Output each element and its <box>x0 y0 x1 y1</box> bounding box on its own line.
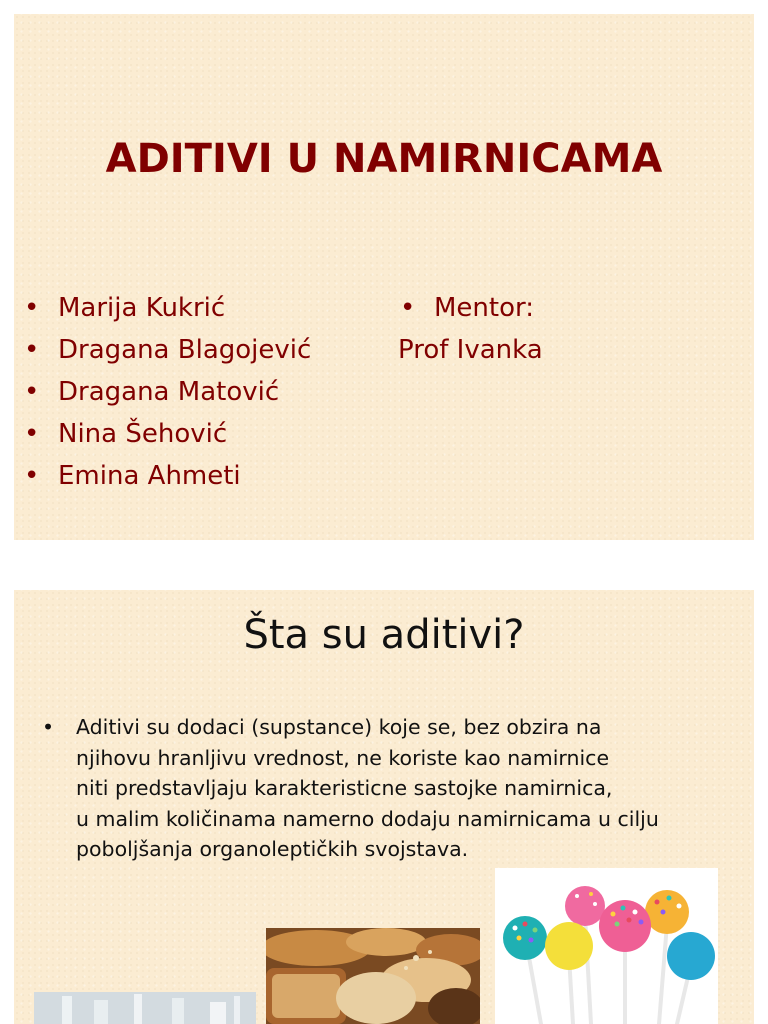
slide-2-title: Šta su aditivi? <box>243 612 525 658</box>
slide-1 <box>14 14 754 540</box>
mentor-name: Prof Ivanka <box>398 335 543 365</box>
bread-image <box>266 928 480 1024</box>
paragraph-line: niti predstavljaju karakteristicne sastojke namirnica, <box>76 776 613 800</box>
paragraph-bullet: • <box>42 715 55 739</box>
authors-list <box>20 287 311 497</box>
slide-1-title: ADITIVI U NAMIRNICAMA <box>105 136 663 182</box>
mentor-label-item: • Mentor: <box>400 293 535 323</box>
author-name: Dragana Blagojević <box>58 335 312 365</box>
definition-paragraph <box>42 712 742 865</box>
author-item: • Dragana Matović <box>24 377 280 407</box>
lab-glassware-image <box>34 992 256 1024</box>
author-item: • Emina Ahmeti <box>24 461 241 491</box>
paragraph-line: Aditivi su dodaci (supstance) koje se, bez obzira na <box>76 715 602 739</box>
mentor-label: Mentor: <box>434 293 535 323</box>
author-name: Marija Kukrić <box>58 293 226 323</box>
author-name: Emina Ahmeti <box>58 461 241 491</box>
author-item: • Dragana Blagojević <box>24 335 312 365</box>
author-item: • Marija Kukrić <box>24 293 226 323</box>
author-name: Nina Šehović <box>58 419 228 449</box>
mentor-list <box>396 287 543 371</box>
author-item: • Nina Šehović <box>24 419 228 449</box>
author-name: Dragana Matović <box>58 377 280 407</box>
paragraph-line: poboljšanja organoleptičkih svojstava. <box>76 837 469 861</box>
slide-2 <box>14 590 754 1024</box>
cake-pops-image <box>495 868 718 1024</box>
paragraph-line: njihovu hranljivu vrednost, ne koriste kao namirnice <box>76 745 610 770</box>
paragraph-line: u malim količinama namerno dodaju namirnicama u cilju <box>76 806 659 831</box>
